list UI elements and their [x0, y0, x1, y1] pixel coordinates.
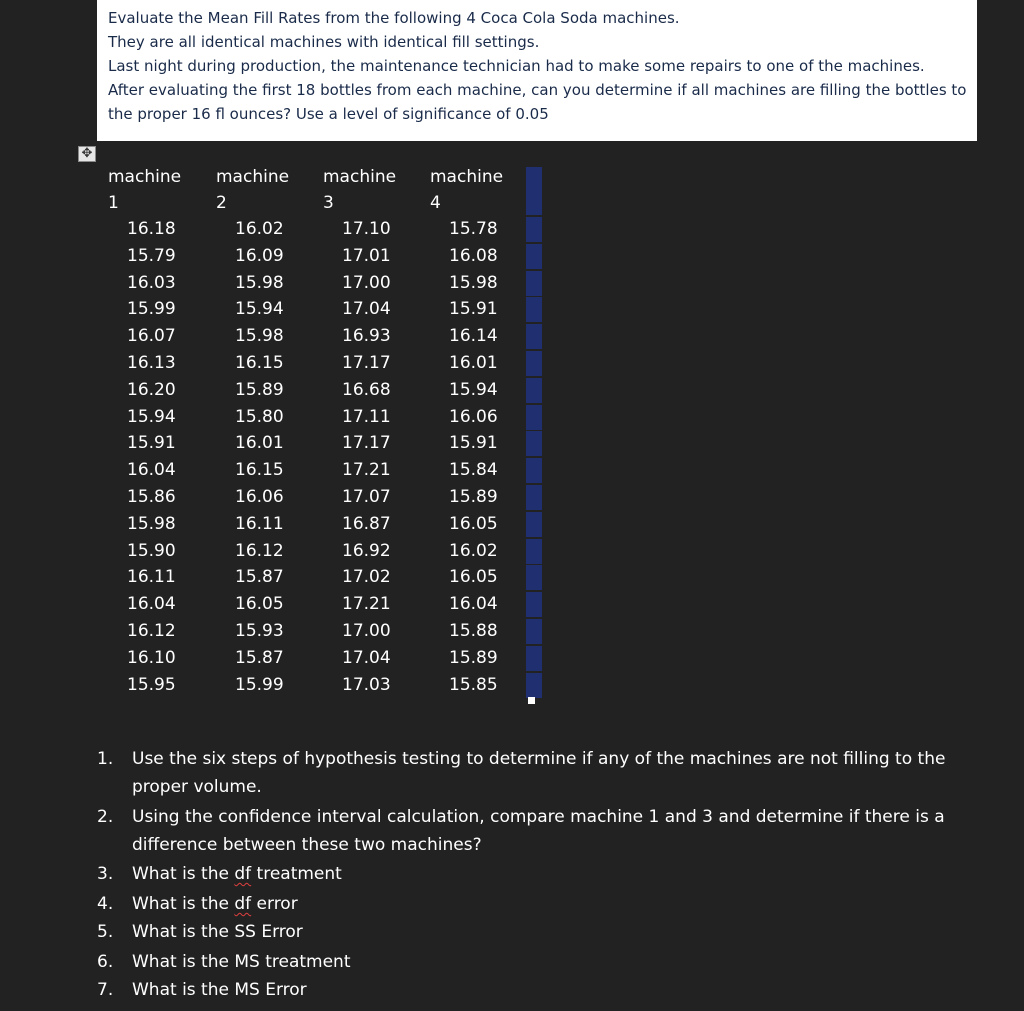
row-end-marker [526, 167, 542, 215]
table-cell: 15.98 [235, 273, 284, 293]
column-header-machine-3: machine 3 [323, 167, 397, 213]
table-cell: 15.90 [127, 541, 176, 561]
question-2-line-2: difference between these two machines? [132, 835, 482, 855]
table-cell: 17.02 [342, 567, 391, 587]
table-cell: 15.98 [235, 326, 284, 346]
table-cell: 17.00 [342, 273, 391, 293]
table-cell: 15.94 [127, 407, 176, 427]
row-end-marker [526, 271, 542, 296]
table-cell: 17.10 [342, 219, 391, 239]
table-cell: 16.15 [235, 353, 284, 373]
table-cell: 15.84 [449, 460, 498, 480]
table-cell: 15.95 [127, 675, 176, 695]
row-end-marker [526, 646, 542, 671]
table-cell: 16.05 [449, 567, 498, 587]
table-cell: 15.91 [449, 433, 498, 453]
column-header-machine-1: machine 1 [108, 167, 182, 213]
table-resize-handle[interactable] [528, 697, 535, 704]
table-cell: 15.94 [449, 380, 498, 400]
table-cell: 15.87 [235, 567, 284, 587]
row-end-marker [526, 539, 542, 564]
table-cell: 16.15 [235, 460, 284, 480]
question-number: 6. [97, 952, 114, 972]
question-7: What is the MS Error [132, 980, 307, 1000]
question-2-line-1: Using the confidence interval calculation, compare machine 1 and 3 and determine if there is a [132, 807, 945, 827]
table-cell: 17.03 [342, 675, 391, 695]
table-cell: 16.07 [127, 326, 176, 346]
table-cell: 17.00 [342, 621, 391, 641]
table-cell: 17.21 [342, 460, 391, 480]
table-cell: 15.91 [449, 299, 498, 319]
table-cell: 16.12 [235, 541, 284, 561]
table-cell: 17.17 [342, 433, 391, 453]
table-cell: 16.10 [127, 648, 176, 668]
table-cell: 16.12 [127, 621, 176, 641]
table-cell: 16.14 [449, 326, 498, 346]
table-cell: 15.99 [127, 299, 176, 319]
problem-line-1: Evaluate the Mean Fill Rates from the following 4 Coca Cola Soda machines. [108, 9, 680, 27]
table-cell: 16.03 [127, 273, 176, 293]
table-cell: 16.68 [342, 380, 391, 400]
table-cell: 15.91 [127, 433, 176, 453]
column-header-machine-4: machine 4 [430, 167, 504, 213]
question-5: What is the SS Error [132, 922, 303, 942]
table-cell: 15.98 [127, 514, 176, 534]
table-cell: 17.04 [342, 299, 391, 319]
row-end-marker [526, 485, 542, 510]
table-cell: 15.89 [449, 487, 498, 507]
row-end-marker [526, 673, 542, 698]
problem-statement [97, 0, 977, 141]
table-cell: 15.99 [235, 675, 284, 695]
spelling-flag: df [234, 894, 252, 914]
table-cell: 15.79 [127, 246, 176, 266]
table-cell: 17.01 [342, 246, 391, 266]
table-cell: 17.21 [342, 594, 391, 614]
table-cell: 16.06 [235, 487, 284, 507]
row-end-marker [526, 378, 542, 403]
table-cell: 16.05 [449, 514, 498, 534]
table-cell: 16.05 [235, 594, 284, 614]
table-cell: 17.17 [342, 353, 391, 373]
problem-line-2: They are all identical machines with identical fill settings. [108, 33, 540, 51]
question-3: What is the df treatment [132, 864, 342, 884]
row-end-marker [526, 297, 542, 322]
table-cell: 16.09 [235, 246, 284, 266]
table-cell: 16.04 [127, 460, 176, 480]
question-number: 2. [97, 807, 114, 827]
table-cell: 16.01 [235, 433, 284, 453]
row-end-marker [526, 431, 542, 456]
table-cell: 16.11 [235, 514, 284, 534]
table-cell: 16.13 [127, 353, 176, 373]
row-end-marker [526, 351, 542, 376]
table-cell: 15.87 [235, 648, 284, 668]
table-cell: 17.11 [342, 407, 391, 427]
row-end-marker [526, 592, 542, 617]
problem-line-5: the proper 16 fl ounces? Use a level of significance of 0.05 [108, 105, 549, 123]
table-cell: 16.92 [342, 541, 391, 561]
table-cell: 16.18 [127, 219, 176, 239]
row-end-marker [526, 458, 542, 483]
problem-line-4: After evaluating the first 18 bottles from each machine, can you determine if all machines are filling the bottles to [108, 81, 967, 99]
table-cell: 16.04 [449, 594, 498, 614]
question-number: 7. [97, 980, 114, 1000]
table-cell: 16.01 [449, 353, 498, 373]
question-1-line-1: Use the six steps of hypothesis testing to determine if any of the machines are not filling to the [132, 749, 946, 769]
table-cell: 16.02 [235, 219, 284, 239]
question-number: 1. [97, 749, 114, 769]
table-cell: 16.04 [127, 594, 176, 614]
row-end-marker [526, 244, 542, 269]
table-cell: 15.89 [235, 380, 284, 400]
table-cell: 16.06 [449, 407, 498, 427]
row-end-marker [526, 324, 542, 349]
table-cell: 15.94 [235, 299, 284, 319]
table-cell: 16.93 [342, 326, 391, 346]
table-cell: 16.02 [449, 541, 498, 561]
table-cell: 15.88 [449, 621, 498, 641]
question-6: What is the MS treatment [132, 952, 351, 972]
table-move-handle-icon[interactable]: ✥ [78, 146, 96, 162]
question-number: 4. [97, 894, 114, 914]
table-cell: 15.93 [235, 621, 284, 641]
question-1-line-2: proper volume. [132, 777, 262, 797]
row-end-marker [526, 512, 542, 537]
table-cell: 16.11 [127, 567, 176, 587]
table-cell: 15.98 [449, 273, 498, 293]
question-number: 3. [97, 864, 114, 884]
table-cell: 16.87 [342, 514, 391, 534]
row-end-marker [526, 565, 542, 590]
table-cell: 15.89 [449, 648, 498, 668]
spelling-flag: df [234, 864, 252, 884]
question-4: What is the df error [132, 894, 298, 914]
question-number: 5. [97, 922, 114, 942]
table-cell: 16.20 [127, 380, 176, 400]
table-cell: 16.08 [449, 246, 498, 266]
problem-line-3: Last night during production, the maintenance technician had to make some repairs to one of the machines. [108, 57, 925, 75]
table-cell: 17.04 [342, 648, 391, 668]
row-end-marker [526, 405, 542, 430]
table-cell: 17.07 [342, 487, 391, 507]
table-cell: 15.86 [127, 487, 176, 507]
row-end-marker [526, 619, 542, 644]
column-header-machine-2: machine 2 [216, 167, 290, 213]
table-cell: 15.78 [449, 219, 498, 239]
row-end-marker [526, 217, 542, 242]
table-cell: 15.85 [449, 675, 498, 695]
table-cell: 15.80 [235, 407, 284, 427]
